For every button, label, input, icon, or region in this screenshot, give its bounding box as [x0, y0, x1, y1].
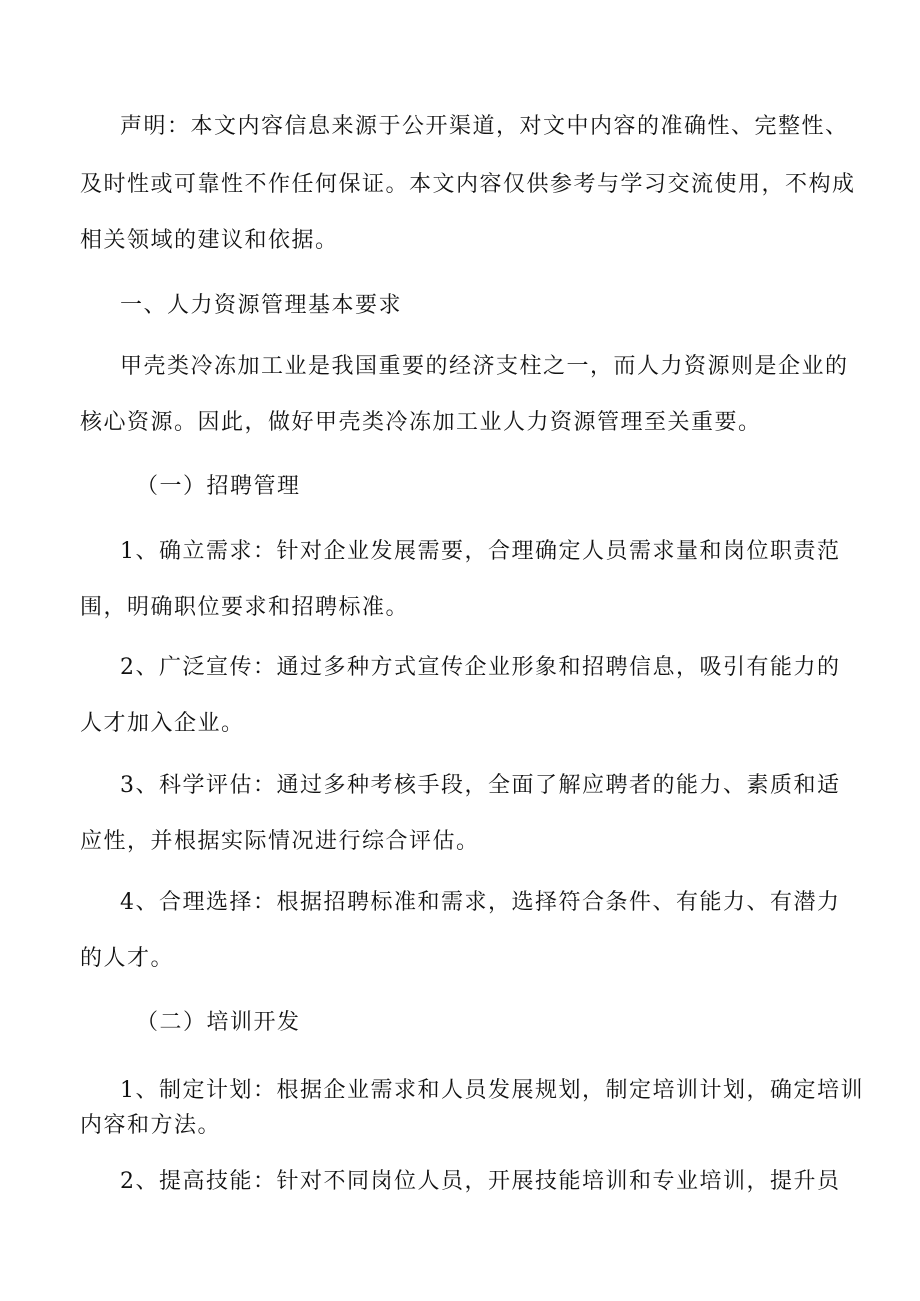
intro-line-1: 甲壳类冷冻加工业是我国重要的经济支柱之一，而人力资源则是企业的	[120, 354, 849, 379]
recruit-item-2-line-1: 2、广泛宣传：通过多种方式宣传企业形象和招聘信息，吸引有能力的	[120, 655, 841, 680]
recruit-item-3-line-2: 应性，并根据实际情况进行综合评估。	[80, 829, 480, 854]
subsection-heading-recruitment: （一）招聘管理	[136, 474, 301, 499]
recruit-item-4-line-1: 4、合理选择：根据招聘标准和需求，选择符合条件、有能力、有潜力	[120, 890, 841, 915]
training-item-1-line-2: 内容和方法。	[80, 1113, 222, 1138]
recruit-item-4-line-2: 的人才。	[80, 946, 175, 971]
disclaimer-line-3: 相关领域的建议和依据。	[80, 228, 339, 253]
recruit-item-3-line-1: 3、科学评估：通过多种考核手段，全面了解应聘者的能力、素质和适	[120, 773, 841, 798]
recruit-item-2-line-2: 人才加入企业。	[80, 711, 245, 736]
recruit-item-1-line-2: 围，明确职位要求和招聘标准。	[80, 595, 410, 620]
subsection-heading-training: （二）培训开发	[136, 1010, 301, 1035]
disclaimer-line-1: 声明：本文内容信息来源于公开渠道，对文中内容的准确性、完整性、	[120, 114, 849, 139]
recruit-item-1-line-1: 1、确立需求：针对企业发展需要，合理确定人员需求量和岗位职责范	[120, 539, 841, 564]
training-item-1-line-1: 1、制定计划：根据企业需求和人员发展规划，制定培训计划，确定培训	[120, 1078, 864, 1103]
intro-line-2: 核心资源。因此，做好甲壳类冷冻加工业人力资源管理至关重要。	[80, 410, 762, 435]
section-heading: 一、人力资源管理基本要求	[120, 293, 403, 318]
training-item-2-line-1: 2、提高技能：针对不同岗位人员，开展技能培训和专业培训，提升员	[120, 1169, 841, 1194]
disclaimer-line-2: 及时性或可靠性不作任何保证。本文内容仅供参考与学习交流使用，不构成	[80, 172, 856, 197]
